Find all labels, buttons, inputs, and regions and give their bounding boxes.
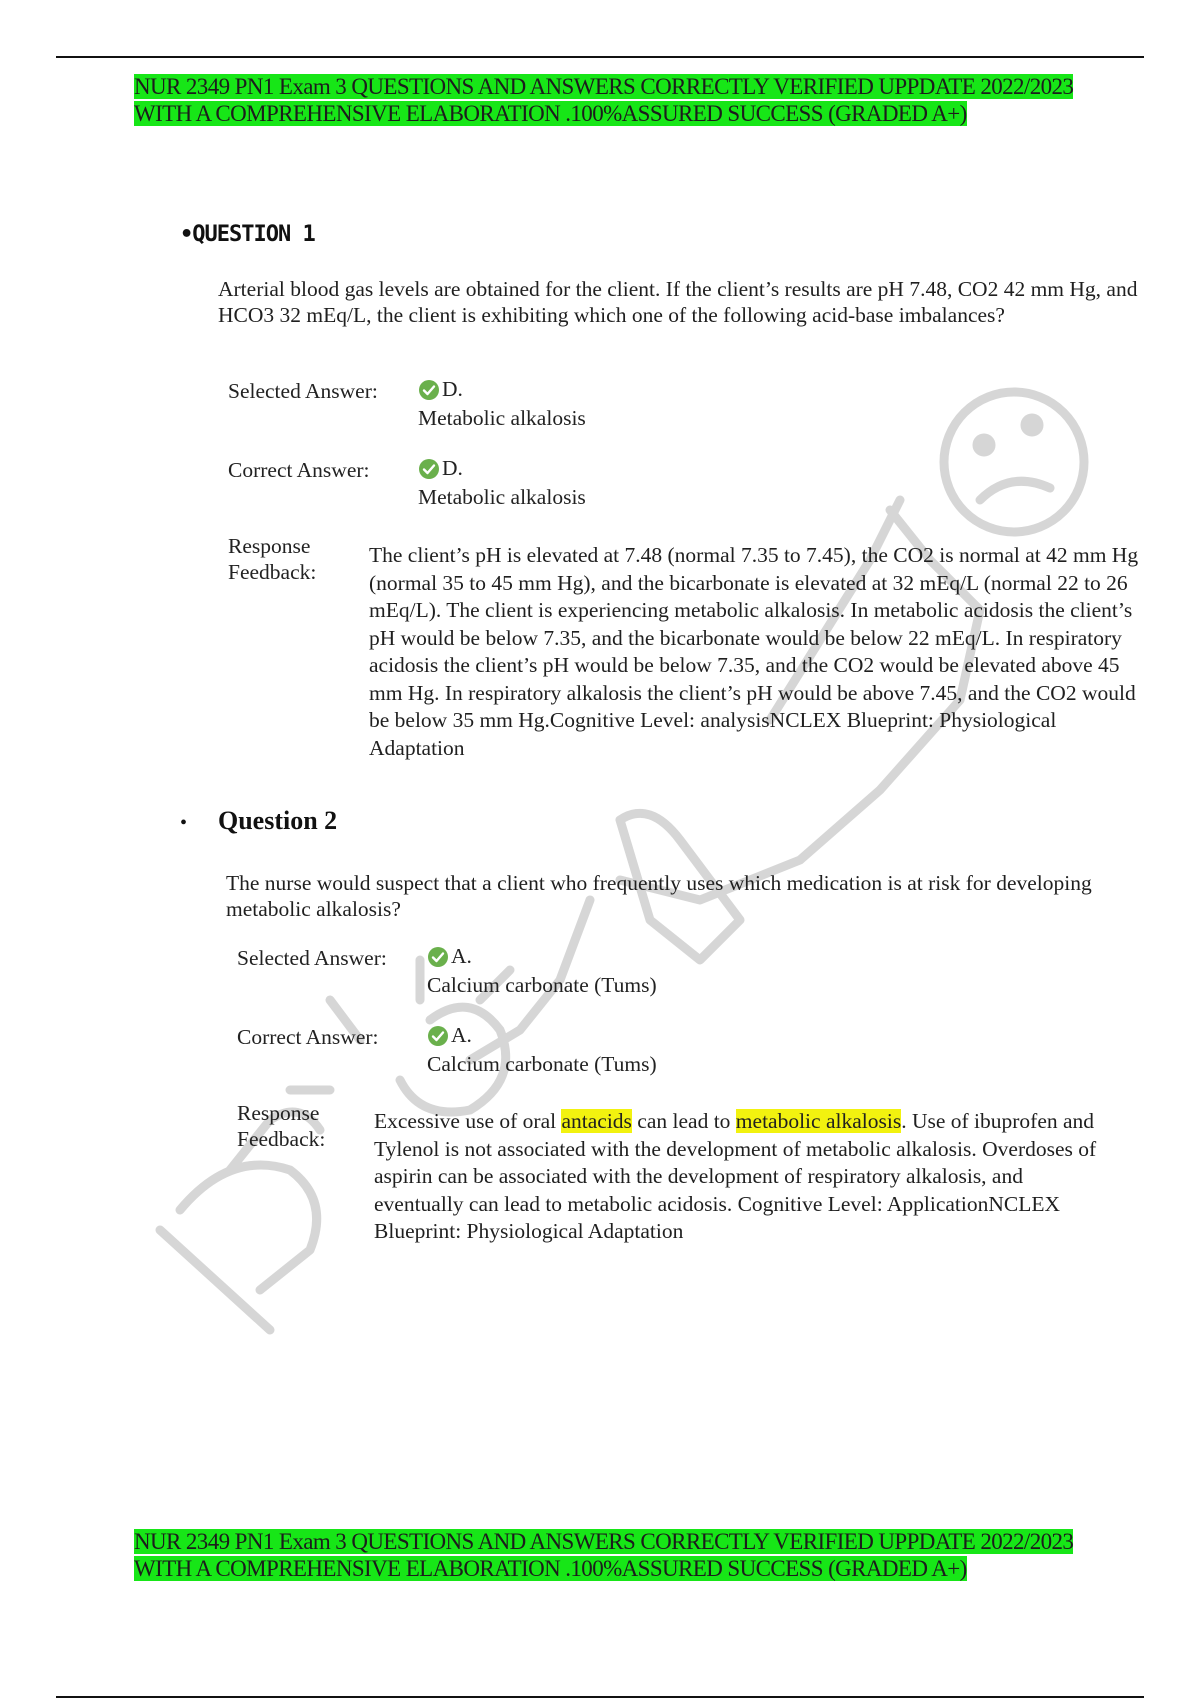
footer-banner-line1: NUR 2349 PN1 Exam 3 QUESTIONS AND ANSWERS CORRECTLY VERIFIED UPPDATE 2022/2023	[134, 1529, 1074, 1554]
q2-correct-answer-label: Correct Answer:	[237, 1025, 379, 1049]
q1-selected-letter: D.	[442, 377, 463, 401]
q2-feedback-label-line2: Feedback:	[237, 1127, 326, 1151]
q2-selected-answer	[427, 942, 657, 1000]
q2-feedback-part2: can lead to	[631, 1109, 736, 1133]
q2-selected-letter: A.	[451, 944, 472, 968]
top-rule	[56, 56, 1144, 58]
check-circle-icon	[418, 458, 440, 480]
q2-feedback-part1: Excessive use of oral	[374, 1109, 562, 1133]
check-circle-icon	[427, 1025, 449, 1047]
header-banner-line1: NUR 2349 PN1 Exam 3 QUESTIONS AND ANSWERS CORRECTLY VERIFIED UPPDATE 2022/2023	[134, 74, 1074, 99]
question-2-bullet: •	[180, 812, 188, 834]
q1-correct-answer-label: Correct Answer:	[228, 458, 370, 482]
header-banner	[134, 73, 1094, 127]
header-banner-line2: WITH A COMPREHENSIVE ELABORATION .100%ASSURED SUCCESS (GRADED A+)	[134, 101, 967, 126]
q1-feedback-label-line1: Response	[228, 534, 311, 558]
q1-feedback-label-line2: Feedback:	[228, 560, 317, 584]
q2-correct-text: Calcium carbonate (Tums)	[427, 1052, 657, 1076]
bottom-rule	[56, 1696, 1144, 1698]
footer-banner	[134, 1528, 1094, 1582]
q2-feedback-part3: . Use of ibuprofen and Tylenol is not associated with the development of metabolic alkalosis. Overdoses of aspirin can be associated with the development of respiratory alkalosis, and eventually can lead to metabolic acidosis. Cognitive Level: ApplicationNCLEX Blueprint: Physiological Adaptation	[374, 1109, 1097, 1243]
q1-selected-answer-label: Selected Answer:	[228, 379, 378, 403]
q2-selected-answer-label: Selected Answer:	[237, 946, 387, 970]
question-1-stem: Arterial blood gas levels are obtained for the client. If the client’s results are pH 7.48, CO2 42 mm Hg, and HCO3 32 mEq/L, the client is exhibiting which one of the following acid-base imbalances?	[218, 277, 1138, 327]
footer-banner-line2: WITH A COMPREHENSIVE ELABORATION .100%ASSURED SUCCESS (GRADED A+)	[134, 1556, 967, 1581]
q2-selected-text: Calcium carbonate (Tums)	[427, 973, 657, 997]
q2-feedback-highlight-metabolic-alkalosis: metabolic alkalosis	[735, 1109, 902, 1133]
question-2-heading	[180, 806, 337, 836]
question-2-stem: The nurse would suspect that a client who frequently uses which medication is at risk for developing metabolic alkalosis?	[226, 871, 1092, 921]
q2-correct-answer	[427, 1021, 657, 1079]
q1-correct-answer	[418, 454, 586, 512]
q1-selected-text: Metabolic alkalosis	[418, 406, 586, 430]
q2-feedback-label-line1: Response	[237, 1101, 320, 1125]
q1-correct-text: Metabolic alkalosis	[418, 485, 586, 509]
q2-correct-letter: A.	[451, 1023, 472, 1047]
question-1-heading: •QUESTION 1	[180, 222, 315, 247]
q1-response-feedback-label	[228, 533, 316, 585]
check-circle-icon	[427, 946, 449, 968]
q1-selected-answer	[418, 375, 586, 433]
q1-correct-letter: D.	[442, 456, 463, 480]
q2-feedback-highlight-antacids: antacids	[561, 1109, 632, 1133]
q2-response-feedback-label	[237, 1100, 325, 1152]
question-2-title: Question 2	[218, 806, 338, 835]
q2-response-feedback	[374, 1108, 1114, 1246]
check-circle-icon	[418, 379, 440, 401]
q1-response-feedback: The client’s pH is elevated at 7.48 (normal 7.35 to 7.45), the CO2 is normal at 42 mm Hg (normal 35 to 45 mm Hg), and the bicarbonate is elevated at 32 mEq/L (normal 22 to 26 mEq/L). The client is experiencing metabolic alkalosis. In metabolic acidosis the client’s pH would be below 7.35, and the bicarbonate would be below 22 mEq/L. In respiratory acidosis the client’s pH would be below 7.35, and the CO2 would be elevated above 45 mm Hg. In respiratory alkalosis the client’s pH would be above 7.45, and the CO2 would be below 35 mm Hg.Cognitive Level: analysisNCLEX Blueprint: Physiological Adaptation	[369, 543, 1139, 760]
